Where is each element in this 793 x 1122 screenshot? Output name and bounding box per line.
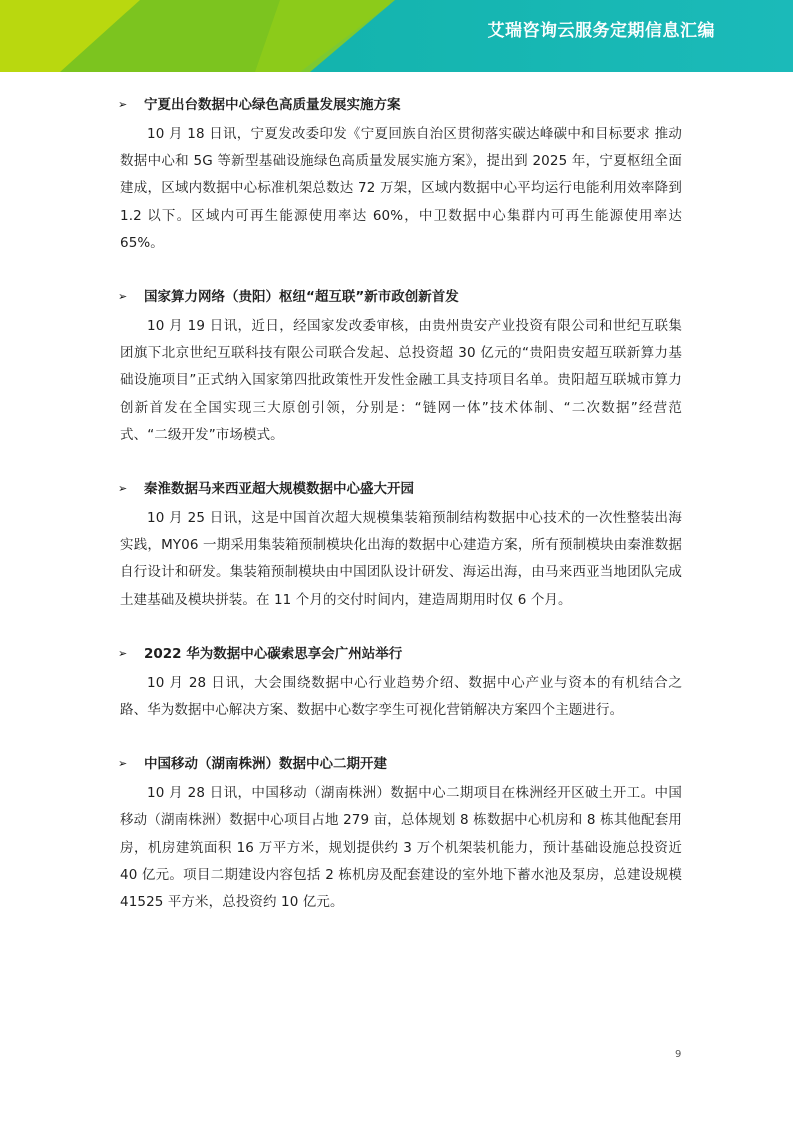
arrow-bullet-icon: ➢ — [118, 482, 128, 496]
news-item — [120, 641, 682, 724]
page-header — [0, 0, 793, 72]
news-item-heading — [118, 284, 682, 310]
news-item-body: 10 月 25 日讯，这是中国首次超大规模集装箱预制结构数据中心技术的一次性整装出海实践，MY06 一期采用集装箱预制模块化出海的数据中心建造方案，所有预制模块由秦淮数据自行设计和研发。集装箱预制模块由中国团队设计研发、海运出海，由马来西亚当地团队完成土建基础及模块拼装。在 11 个月的交付时间内，建造周期用时仅 6 个月。 — [120, 510, 682, 608]
news-item-body: 10 月 28 日讯，大会围绕数据中心行业趋势介绍、数据中心产业与资本的有机结合之路、华为数据中心解决方案、数据中心数字孪生可视化营销解决方案四个主题进行。 — [120, 674, 682, 719]
news-list — [120, 92, 682, 943]
news-item — [120, 476, 682, 614]
news-item-title: 宁夏出台数据中心绿色高质量发展实施方案 — [144, 97, 401, 113]
news-item — [120, 751, 682, 916]
arrow-bullet-icon: ➢ — [118, 290, 128, 304]
arrow-bullet-icon: ➢ — [118, 98, 128, 111]
news-item-heading — [118, 92, 682, 118]
news-item-title: 2022 华为数据中心碳索思享会广州站举行 — [144, 645, 403, 662]
news-item-heading — [118, 476, 682, 502]
news-item-body: 10 月 18 日讯，宁夏发改委印发《宁夏回族自治区贯彻落实碳达峰碳中和目标要求 推动数据中心和 5G 等新型基础设施绿色高质量发展实施方案》，提出到 2025 年，宁夏枢纽全面建成，区域内数据中心标准机架总数达 72 万架，区域内数据中心平均运行电能利用效率降到 1.2 以下。区域内可再生能源使用率达 60%，中卫数据中心集群内可再生能源使用率达 65%。 — [120, 126, 682, 251]
header-title: 艾瑞咨询云服务定期信息汇编 — [487, 21, 715, 41]
news-item-body: 10 月 28 日讯，中国移动（湖南株洲）数据中心二期项目在株洲经开区破土开工。中国移动（湖南株洲）数据中心项目占地 279 亩，总体规划 8 栋数据中心机房和 8 栋其他配套用房，机房建筑面积 16 万平方米，规划提供约 3 万个机架装机能力，预计基础设施总投资近 40 亿元。项目二期建设内容包括 2 栋机房及配套建设的室外地下蓄水池及泵房，总建设规模 41525 平方米，总投资约 10 亿元。 — [120, 785, 682, 911]
news-item — [120, 92, 682, 257]
news-item-title: 中国移动（湖南株洲）数据中心二期开建 — [144, 756, 387, 773]
page-number: 9 — [675, 1049, 682, 1060]
news-item-body: 10 月 19 日讯，近日，经国家发改委审核，由贵州贵安产业投资有限公司和世纪互联集团旗下北京世纪互联科技有限公司联合发起、总投资超 30 亿元的“贵阳贵安超互联新算力基础设施项目”正式纳入国家第四批政策性开发性金融工具支持项目名单。贵阳超互联城市算力创新首发在全国实现三大原创引领，分别是：“链网一体”技术体制、“二次数据”经营范式、“二级开发”市场模式。 — [120, 318, 682, 443]
arrow-bullet-icon: ➢ — [118, 757, 128, 771]
news-item-title: 秦淮数据马来西亚超大规模数据中心盛大开园 — [144, 481, 414, 498]
news-item-title: 国家算力网络（贵阳）枢纽“超互联”新市政创新首发 — [144, 289, 459, 306]
news-item-heading — [118, 751, 682, 777]
news-item — [120, 284, 682, 449]
news-item-heading — [118, 641, 682, 667]
arrow-bullet-icon: ➢ — [118, 646, 128, 660]
